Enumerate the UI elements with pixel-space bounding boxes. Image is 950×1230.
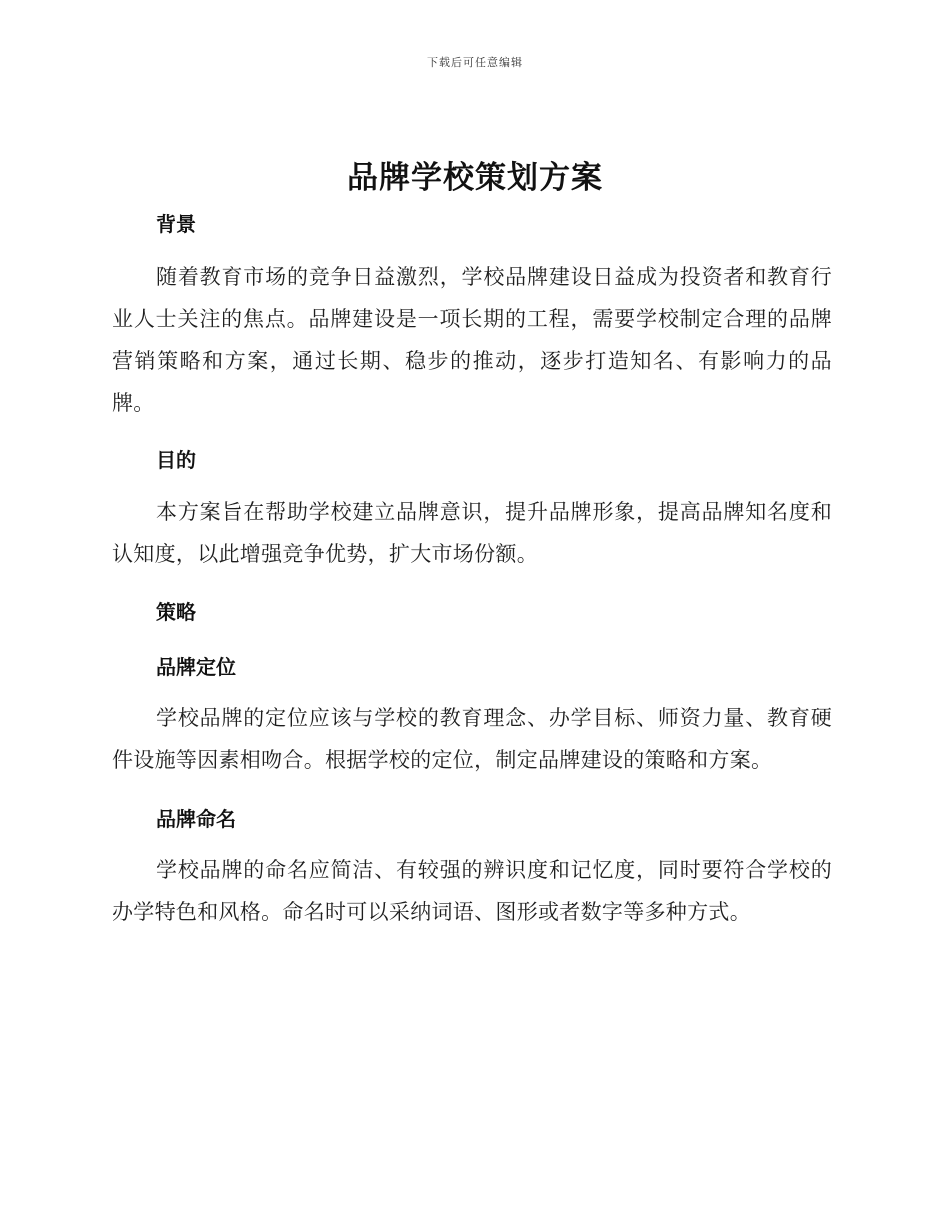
page-header: 下载后可任意编辑 (427, 56, 523, 69)
section-paragraph-background: 随着教育市场的竞争日益激烈，学校品牌建设日益成为投资者和教育行业人士关注的焦点。品牌建设是一项长期的工程，需要学校制定合理的品牌营销策略和方案，通过长期、稳步的推动，逐步打造知名、有影响力的品牌。 (112, 265, 832, 415)
section-heading-brand-naming: 品牌命名 (156, 807, 236, 831)
section-heading-strategy: 策略 (156, 600, 196, 624)
section-heading-purpose: 目的 (156, 448, 196, 472)
section-heading-brand-positioning: 品牌定位 (156, 655, 236, 679)
section-paragraph-brand-naming: 学校品牌的命名应简洁、有较强的辨识度和记忆度，同时要符合学校的办学特色和风格。命名时可以采纳词语、图形或者数字等多种方式。 (112, 858, 832, 924)
section-paragraph-purpose: 本方案旨在帮助学校建立品牌意识，提升品牌形象，提高品牌知名度和认知度，以此增强竞争优势，扩大市场份额。 (112, 500, 832, 566)
document-title: 品牌学校策划方案 (347, 160, 603, 196)
section-heading-background: 背景 (156, 212, 196, 236)
section-paragraph-brand-positioning: 学校品牌的定位应该与学校的教育理念、办学目标、师资力量、教育硬件设施等因素相吻合。根据学校的定位，制定品牌建设的策略和方案。 (112, 706, 832, 772)
